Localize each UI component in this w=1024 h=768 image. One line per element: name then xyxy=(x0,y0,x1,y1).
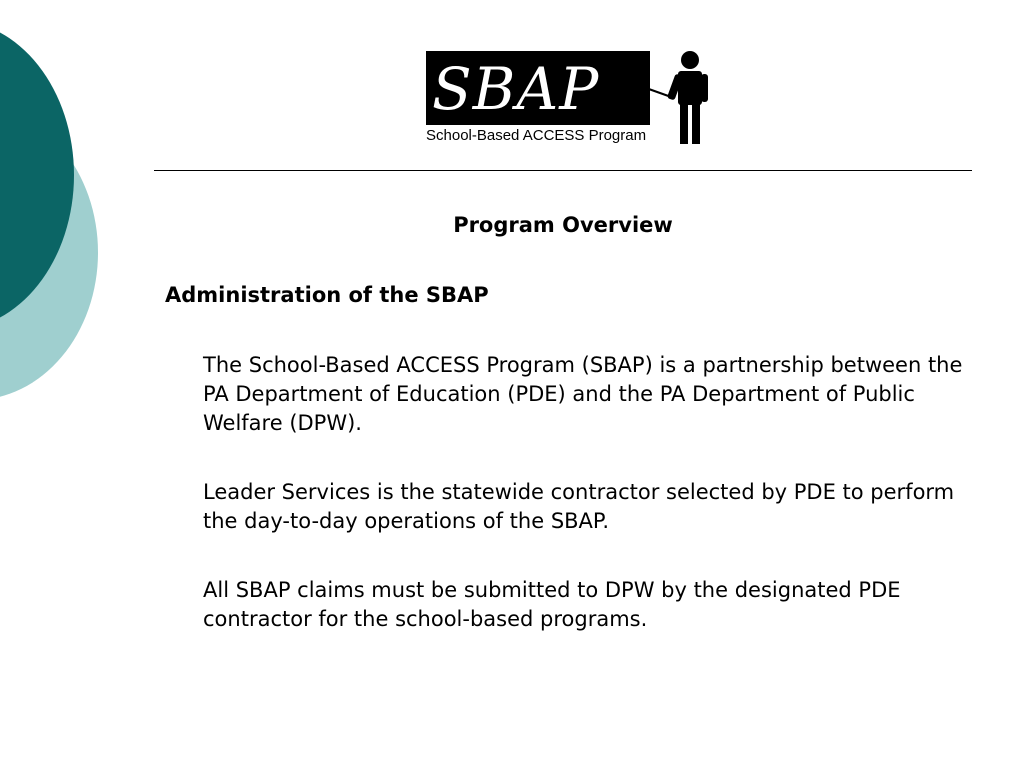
slide-title: Program Overview xyxy=(453,213,673,237)
slide-subheading: Administration of the SBAP xyxy=(165,283,489,307)
logo-wordmark-box xyxy=(426,51,650,125)
paragraph-contractor: Leader Services is the statewide contractor selected by PDE to perform the day-to-day operations of the SBAP. xyxy=(203,480,955,533)
header-divider xyxy=(154,170,972,171)
logo-tagline: School-Based ACCESS Program xyxy=(426,127,647,144)
paragraph-partnership: The School-Based ACCESS Program (SBAP) is a partnership between the PA Department of Education (PDE) and the PA Department of Public Welfare (DPW). xyxy=(203,353,963,435)
logo-wordmark: SBAP xyxy=(432,55,600,123)
sbap-logo xyxy=(424,46,714,150)
paragraph-claims: All SBAP claims must be submitted to DPW by the designated PDE contractor for the school-based programs. xyxy=(203,578,901,631)
